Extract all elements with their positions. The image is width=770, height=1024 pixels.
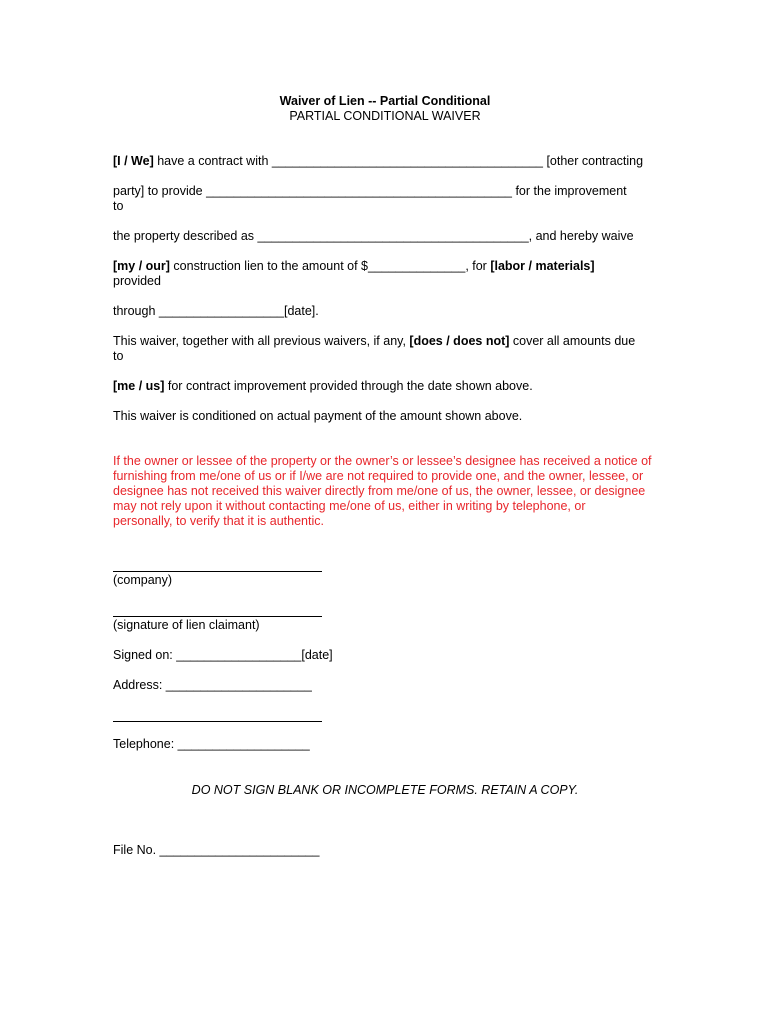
document-subtitle: PARTIAL CONDITIONAL WAIVER — [289, 109, 481, 123]
notice-line-2: furnishing from me/one of us or if I/we are not required to provide one, and the owner, lessee, or — [113, 469, 644, 483]
contract-text: have a contract with _______________________________________ [other contracting — [153, 154, 644, 168]
address-field[interactable]: Address: _____________________ — [113, 678, 312, 692]
notice-line-1: If the owner or lessee of the property or the owner’s or lessee’s designee has received a notice of — [113, 454, 652, 468]
coverage-line-wrap: to — [113, 349, 124, 363]
claimant-signature-line[interactable] — [113, 616, 322, 617]
signed-on-field[interactable]: Signed on: __________________[date] — [113, 648, 333, 662]
property-line: the property described as _______________________________________, and hereby waive — [113, 229, 634, 243]
lien-amount-text: construction lien to the amount of $______________, for — [169, 259, 491, 273]
address-second-line[interactable] — [113, 721, 322, 722]
provide-line: party] to provide ____________________________________________ for the improvement — [113, 184, 627, 198]
lien-amount-line — [113, 259, 595, 274]
signature-label: (signature of lien claimant) — [113, 618, 260, 632]
telephone-field[interactable]: Telephone: ___________________ — [113, 737, 310, 751]
contract-line — [113, 154, 643, 169]
labor-materials-choice: [labor / materials] — [490, 259, 595, 273]
condition-line: This waiver is conditioned on actual payment of the amount shown above. — [113, 409, 523, 423]
coverage-line — [113, 334, 635, 349]
improvement-line — [113, 379, 533, 394]
company-label: (company) — [113, 573, 173, 587]
me-us-choice: [me / us] — [113, 379, 165, 393]
notice-line-3: designee has not received this waiver directly from me/one of us, the owner, lessee, or designee — [113, 484, 646, 498]
notice-line-4: may not rely upon it without contacting me/one of us, either in writing by telephone, or — [113, 499, 586, 513]
document-title: Waiver of Lien -- Partial Conditional — [279, 94, 491, 108]
provide-line-wrap: to — [113, 199, 124, 213]
owner-choice: [my / our] — [113, 259, 170, 273]
does-choice: [does / does not] — [409, 334, 510, 348]
coverage-text-a: This waiver, together with all previous waivers, if any, — [113, 334, 410, 348]
improvement-text: for contract improvement provided through the date shown above. — [164, 379, 533, 393]
through-date-line: through __________________[date]. — [113, 304, 319, 318]
sign-warning: DO NOT SIGN BLANK OR INCOMPLETE FORMS. RETAIN A COPY. — [191, 783, 579, 797]
notice-line-5: personally, to verify that it is authentic. — [113, 514, 324, 528]
company-signature-line[interactable] — [113, 571, 322, 572]
coverage-text-b: cover all amounts due — [509, 334, 636, 348]
party-choice: [I / We] — [113, 154, 154, 168]
file-number-field[interactable]: File No. _______________________ — [113, 843, 320, 857]
lien-amount-line-wrap: provided — [113, 274, 161, 288]
